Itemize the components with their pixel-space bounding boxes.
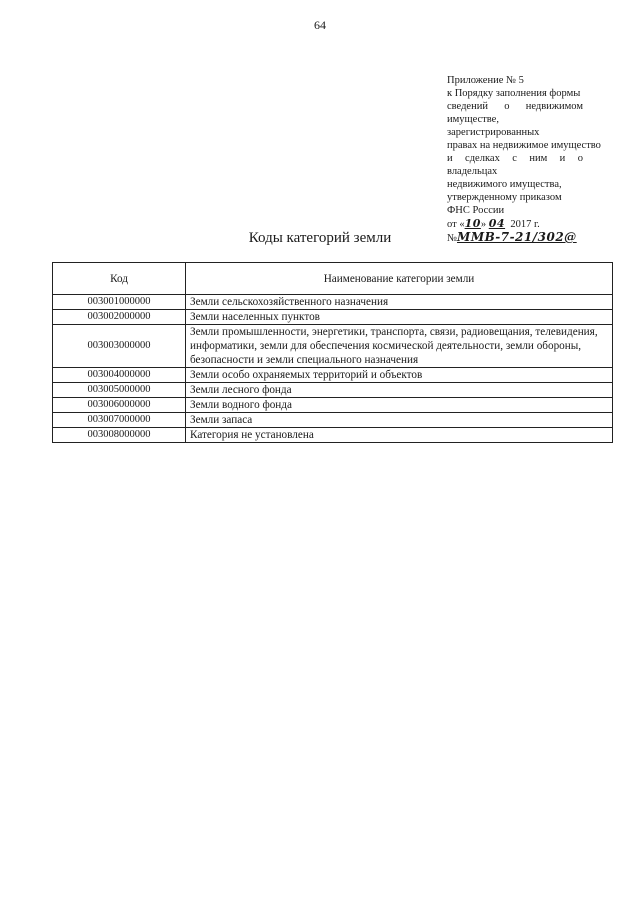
header-code: Код xyxy=(53,263,186,295)
table-row xyxy=(53,383,613,398)
row-code: 003001000000 xyxy=(53,295,186,310)
row-name: Земли сельскохозяйственного назначения xyxy=(186,295,613,310)
row-name: Земли населенных пунктов xyxy=(186,310,613,325)
row-code: 003004000000 xyxy=(53,368,186,383)
page-number: 64 xyxy=(314,18,326,32)
date-day: 10 xyxy=(464,217,481,230)
row-code: 003002000000 xyxy=(53,310,186,325)
date-mid: » xyxy=(480,219,487,230)
table-row xyxy=(53,368,613,383)
appendix-line: Приложение № 5 xyxy=(447,75,524,86)
appendix-line: имуществе, зарегистрированных xyxy=(447,114,540,138)
table-row xyxy=(53,295,613,310)
date-prefix: от « xyxy=(447,219,465,230)
order-number-value: ММВ-7-21/302@ xyxy=(457,230,577,244)
appendix-line: правах на недвижимое имущество xyxy=(447,140,601,151)
appendix-line: сведений о недвижимом xyxy=(447,101,583,112)
row-code: 003005000000 xyxy=(53,383,186,398)
table-row xyxy=(53,325,613,368)
header-name: Наименование категории земли xyxy=(186,263,613,295)
table-row xyxy=(53,310,613,325)
row-name: Земли водного фонда xyxy=(186,398,613,413)
row-name: Земли лесного фонда xyxy=(186,383,613,398)
appendix-line: к Порядку заполнения формы xyxy=(447,88,581,99)
land-category-table xyxy=(52,262,613,443)
row-code: 003003000000 xyxy=(53,325,186,368)
table-row xyxy=(53,428,613,443)
date-year: 2017 г. xyxy=(510,219,540,230)
row-name: Земли промышленности, энергетики, транспорта, связи, радиовещания, телевидения, информатики, земли для обеспечения космической деятельности, земли обороны, безопасности и земли специального назначения xyxy=(186,325,613,368)
document-title: Коды категорий земли xyxy=(248,230,392,246)
row-code: 003006000000 xyxy=(53,398,186,413)
appendix-line: ФНС России xyxy=(447,205,505,216)
appendix-line: утвержденному приказом xyxy=(447,192,562,203)
table-row xyxy=(53,398,613,413)
table-row xyxy=(53,413,613,428)
appendix-block xyxy=(447,74,601,245)
row-name: Земли запаса xyxy=(186,413,613,428)
row-code: 003008000000 xyxy=(53,428,186,443)
table-header-row xyxy=(53,263,613,295)
appendix-line: и сделках с ним и о владельцах xyxy=(447,153,583,177)
order-date xyxy=(447,217,583,231)
row-code: 003007000000 xyxy=(53,413,186,428)
row-name: Категория не установлена xyxy=(186,428,613,443)
number-prefix: № xyxy=(447,233,458,244)
date-month: 04 xyxy=(488,217,506,230)
row-name: Земли особо охраняемых территорий и объектов xyxy=(186,368,613,383)
appendix-line: недвижимого имущества, xyxy=(447,179,562,190)
